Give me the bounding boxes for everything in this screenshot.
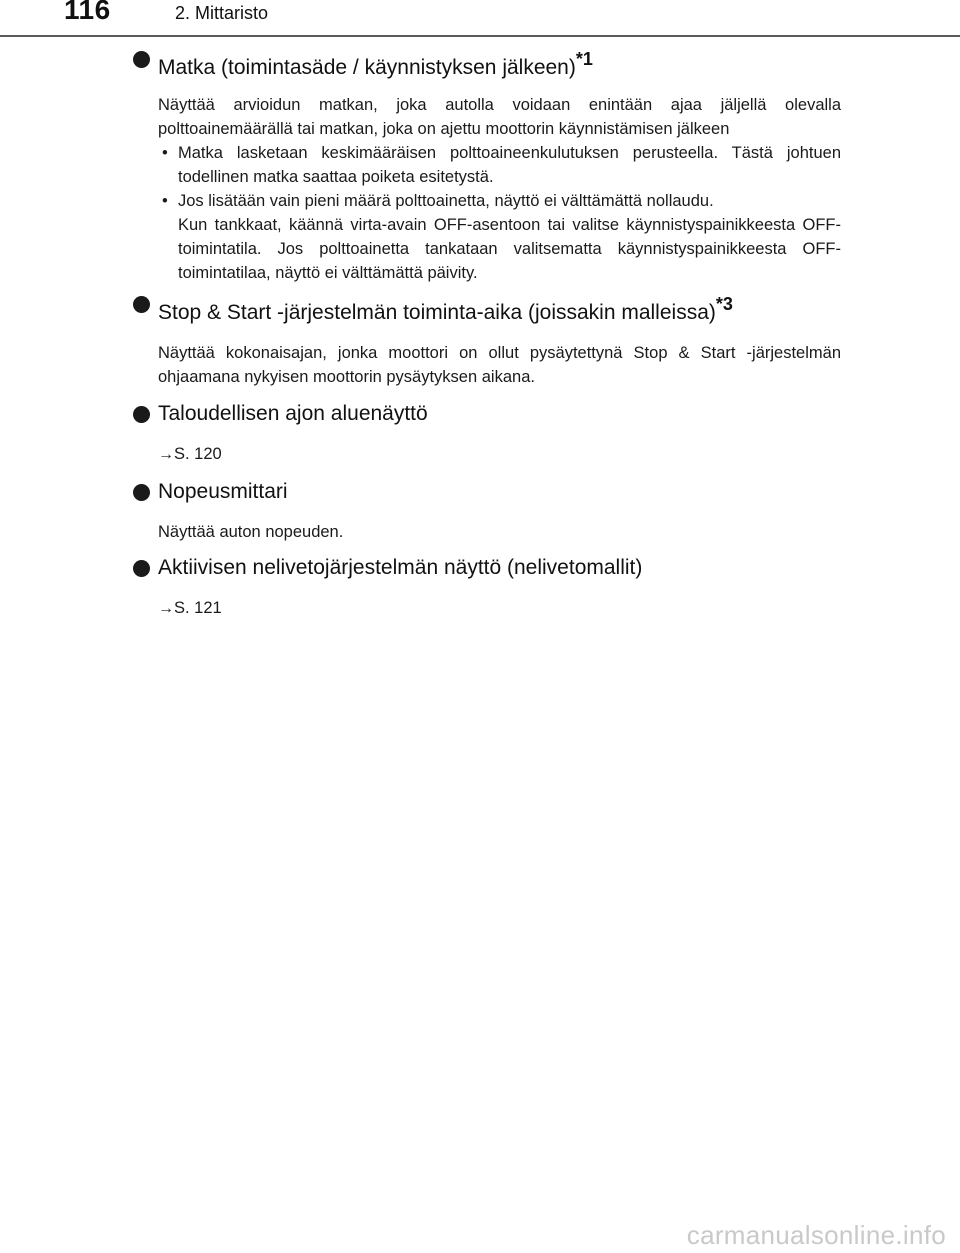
- bullet-circle-icon: [133, 484, 150, 501]
- arrow-right-icon: →: [158, 446, 174, 463]
- section-paragraph: Näyttää kokonaisajan, jonka moottori on ollut pysäytettynä Stop & Start -järjestelmän ohjaamana nykyisen moottorin pysäytyksen aikana.: [158, 344, 841, 386]
- section-body: [133, 442, 841, 467]
- bullet-icon: •: [162, 144, 168, 162]
- section-title: Matka (toimintasäde / käynnistyksen jälkeen): [158, 56, 576, 79]
- section-body: [133, 596, 841, 621]
- section-taloudellinen: [133, 399, 841, 467]
- section-body: [133, 93, 841, 285]
- arrow-right-icon: →: [158, 600, 174, 617]
- section-matka: [133, 44, 841, 285]
- list-item-continuation: Kun tankkaat, käännä virta-avain OFF-asentoon tai valitse käynnistyspainikkeesta OFF-toimintatila. Jos polttoainetta tankataan valitsematta käynnistyspainikkeesta OFF-toimintatilaa, näyttö ei välttämättä päivity.: [178, 216, 841, 282]
- list-item: • Matka lasketaan keskimääräisen polttoaineenkulutuksen perusteella. Tästä johtuen todellinen matka saattaa poiketa esitetystä.: [158, 141, 841, 189]
- section-heading: [133, 44, 841, 83]
- section-title: Nopeusmittari: [158, 480, 288, 503]
- section-nopeusmittari: [133, 477, 841, 544]
- page-number: 116: [64, 0, 111, 25]
- bullet-list: [158, 141, 841, 285]
- bullet-icon: •: [162, 192, 168, 210]
- bullet-circle-icon: [133, 406, 150, 423]
- page-reference: →S. 121: [158, 599, 222, 617]
- page-reference: →S. 120: [158, 445, 222, 463]
- section-paragraph: Näyttää arvioidun matkan, joka autolla voidaan enintään ajaa jäljellä olevalla polttoainemäärällä tai matkan, joka on ajettu moottorin käynnistämisen jälkeen: [158, 96, 841, 138]
- section-body: [133, 520, 841, 544]
- page-header: [0, 0, 960, 40]
- bullet-circle-icon: [133, 296, 150, 313]
- footnote-marker: *1: [575, 49, 593, 69]
- section-heading: [133, 477, 841, 507]
- section-body: [133, 341, 841, 389]
- section-heading: [133, 553, 841, 583]
- list-item: • Jos lisätään vain pieni määrä polttoainetta, näyttö ei välttämättä nollaudu.: [158, 189, 841, 213]
- section-heading: [133, 399, 841, 429]
- section-heading: [133, 289, 841, 328]
- bullet-circle-icon: [133, 51, 150, 68]
- section-title: Aktiivisen nelivetojärjestelmän näyttö (nelivetomallit): [158, 556, 643, 579]
- section-title: Taloudellisen ajon aluenäyttö: [158, 402, 428, 425]
- section-paragraph: Näyttää auton nopeuden.: [158, 523, 344, 541]
- chapter-title: 2. Mittaristo: [175, 3, 269, 23]
- section-nelivetto: [133, 553, 841, 621]
- header-divider: [0, 35, 960, 37]
- page-content: [133, 44, 841, 621]
- watermark: carmanualsonline.info: [686, 1220, 946, 1250]
- section-stop-start: [133, 289, 841, 389]
- footnote-marker: *3: [715, 294, 733, 314]
- bullet-circle-icon: [133, 560, 150, 577]
- section-title: Stop & Start -järjestelmän toiminta-aika (joissakin malleissa): [158, 301, 716, 324]
